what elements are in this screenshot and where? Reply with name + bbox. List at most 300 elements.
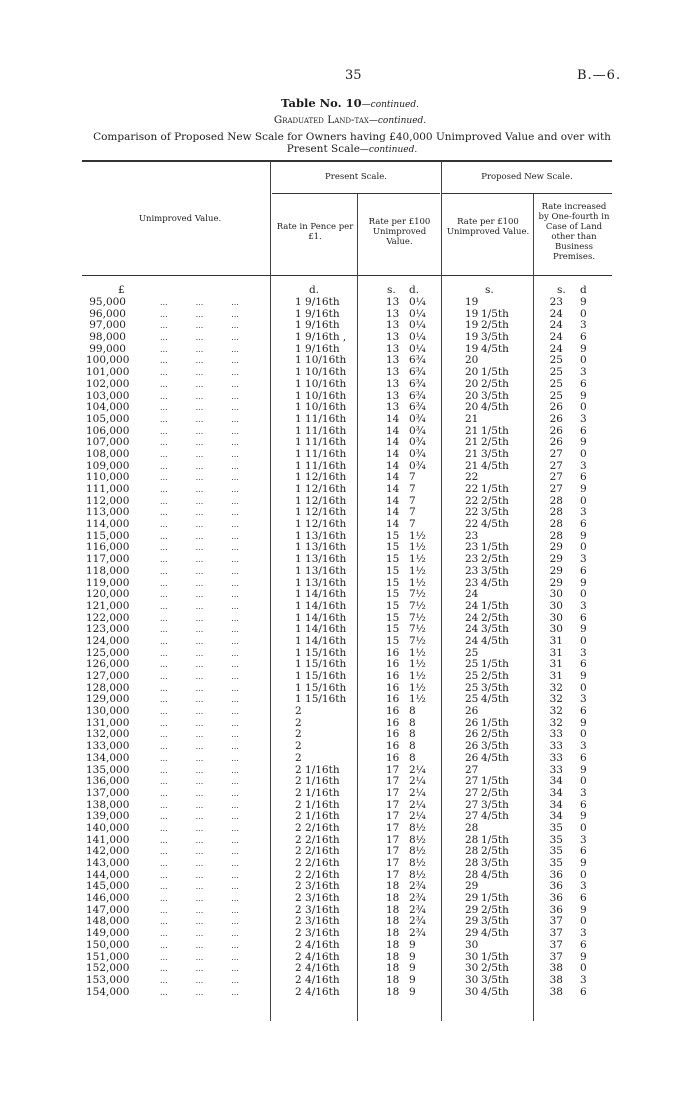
rate-in-pence-cell: 2: [295, 740, 302, 753]
proposed-fraction-cell: 4/5th: [481, 459, 509, 472]
rate-in-pence-cell: 1 12/16th: [295, 471, 347, 484]
increased-pence-cell: 3: [580, 599, 587, 612]
increased-shillings-cell: 27: [549, 459, 563, 472]
table-row: [0, 519, 700, 531]
rate-in-pence-cell: 2: [295, 705, 302, 718]
increased-shillings-cell: 29: [549, 564, 563, 577]
rate-in-pence-cell: 1 12/16th: [295, 494, 347, 507]
table-row: [0, 753, 700, 765]
header-unimproved-value: Unimproved Value.: [138, 214, 222, 224]
header-rate-in-pence: Rate in Pence per £1.: [276, 222, 354, 242]
proposed-shillings-cell: 21: [465, 436, 479, 449]
proposed-fraction-cell: 3/5th: [481, 447, 509, 460]
unimproved-value-cell: 138,000: [86, 798, 130, 811]
present-pence-cell: 8½: [409, 857, 426, 869]
proposed-fraction-cell: 1/5th: [481, 716, 509, 729]
unimproved-value-cell: 96,000: [89, 307, 126, 320]
unimproved-value-cell: 130,000: [86, 705, 130, 718]
leader-dots: ... ... ...: [160, 695, 239, 705]
rate-in-pence-cell: 2 4/16th: [295, 950, 340, 963]
leader-dots: ... ... ...: [160, 777, 239, 787]
increased-shillings-cell: 30: [549, 599, 563, 612]
present-shillings-cell: 13: [386, 296, 400, 308]
rate-in-pence-cell: 1 14/16th: [295, 611, 347, 624]
proposed-fraction-cell: 2/5th: [481, 553, 509, 566]
rate-in-pence-cell: 1 14/16th: [295, 623, 347, 636]
rate-in-pence-cell: 1 9/16th ,: [295, 331, 347, 344]
unimproved-value-cell: 152,000: [86, 962, 130, 975]
proposed-shillings-cell: 26: [465, 728, 479, 741]
proposed-fraction-cell: 3/5th: [481, 681, 509, 694]
leader-dots: ... ... ...: [160, 870, 239, 880]
leader-dots: ... ... ...: [160, 485, 239, 494]
present-pence-cell: 0¼: [409, 331, 426, 344]
present-pence-cell: 9: [409, 950, 416, 963]
proposed-fraction-cell: 2/5th: [481, 611, 509, 624]
present-pence-cell: 6¾: [409, 377, 426, 390]
proposed-shillings-cell: 28: [465, 857, 479, 869]
unimproved-value-cell: 102,000: [86, 377, 130, 390]
increased-pence-cell: 3: [580, 319, 587, 332]
increased-shillings-cell: 34: [549, 775, 563, 788]
table-row: [0, 858, 700, 870]
leader-dots: ... ... ...: [160, 788, 239, 798]
rate-in-pence-cell: 2 4/16th: [295, 938, 340, 951]
proposed-fraction-cell: 4/5th: [481, 927, 509, 940]
proposed-fraction-cell: 4/5th: [481, 342, 509, 355]
increased-shillings-cell: 31: [549, 646, 563, 659]
increased-shillings-cell: 33: [549, 728, 563, 741]
leader-dots: ... ... ...: [160, 449, 239, 459]
proposed-shillings-cell: 27: [465, 763, 479, 776]
present-pence-cell: 6¾: [409, 401, 426, 414]
proposed-shillings-cell: 25: [465, 693, 479, 706]
rate-in-pence-cell: 1 11/16th: [295, 424, 347, 437]
units-row: [0, 285, 700, 297]
unimproved-value-cell: 127,000: [86, 670, 130, 682]
rate-in-pence-cell: 2: [295, 728, 302, 741]
present-shillings-cell: 16: [386, 646, 400, 659]
present-pence-cell: 7: [409, 494, 416, 507]
present-shillings-cell: 16: [386, 716, 400, 729]
unimproved-value-cell: 149,000: [86, 927, 130, 940]
increased-shillings-cell: 25: [549, 377, 563, 390]
present-pence-cell: 8: [409, 716, 416, 729]
unimproved-value-cell: 115,000: [86, 529, 130, 542]
present-shillings-cell: 18: [386, 903, 400, 916]
increased-pence-cell: 9: [580, 576, 587, 589]
increased-pence-cell: 0: [580, 354, 587, 367]
present-pence-cell: 2¾: [409, 915, 426, 928]
proposed-shillings-cell: 24: [465, 599, 479, 612]
increased-pence-cell: 3: [580, 880, 587, 893]
increased-pence-cell: 6: [580, 705, 587, 718]
unit-proposed-s: s.: [485, 284, 494, 296]
unimproved-value-cell: 103,000: [86, 389, 130, 402]
increased-pence-cell: 0: [580, 775, 587, 788]
present-shillings-cell: 17: [386, 763, 400, 776]
increased-pence-cell: 0: [580, 915, 587, 928]
leader-dots: ... ... ...: [160, 730, 239, 740]
unimproved-value-cell: 145,000: [86, 880, 130, 893]
present-pence-cell: 2¼: [409, 798, 426, 811]
leader-dots: ... ... ...: [160, 461, 239, 471]
proposed-fraction-cell: 2/5th: [481, 903, 509, 916]
proposed-shillings-cell: 27: [465, 786, 479, 799]
rate-in-pence-cell: 2 3/16th: [295, 903, 340, 916]
increased-pence-cell: 3: [580, 927, 587, 940]
increased-shillings-cell: 24: [549, 319, 563, 332]
present-shillings-cell: 15: [386, 553, 400, 566]
present-pence-cell: 8: [409, 728, 416, 741]
proposed-shillings-cell: 25: [465, 646, 479, 659]
unimproved-value-cell: 150,000: [86, 938, 130, 951]
increased-pence-cell: 3: [580, 366, 587, 379]
increased-shillings-cell: 28: [549, 529, 563, 542]
unimproved-value-cell: 154,000: [86, 985, 130, 998]
increased-shillings-cell: 31: [549, 670, 563, 682]
leader-dots: ... ... ...: [160, 613, 239, 623]
present-shillings-cell: 18: [386, 973, 400, 986]
increased-pence-cell: 3: [580, 506, 587, 519]
proposed-shillings-cell: 19: [465, 319, 479, 332]
increased-pence-cell: 0: [580, 401, 587, 414]
increased-pence-cell: 3: [580, 646, 587, 659]
increased-shillings-cell: 23: [549, 296, 563, 308]
present-pence-cell: 6¾: [409, 389, 426, 402]
increased-shillings-cell: 30: [549, 611, 563, 624]
increased-shillings-cell: 32: [549, 693, 563, 706]
rate-in-pence-cell: 1 9/16th: [295, 319, 340, 332]
leader-dots: ... ... ...: [160, 356, 239, 366]
proposed-fraction-cell: 1/5th: [481, 775, 509, 788]
rate-in-pence-cell: 2 1/16th: [295, 798, 340, 811]
increased-shillings-cell: 27: [549, 447, 563, 460]
increased-pence-cell: 9: [580, 810, 587, 823]
increased-shillings-cell: 33: [549, 740, 563, 753]
present-pence-cell: 7: [409, 506, 416, 519]
proposed-fraction-cell: 1/5th: [481, 892, 509, 905]
present-shillings-cell: 18: [386, 892, 400, 905]
present-pence-cell: 2¼: [409, 775, 426, 788]
table-row: [0, 332, 700, 344]
leader-dots: ... ... ...: [160, 812, 239, 822]
present-shillings-cell: 13: [386, 319, 400, 332]
present-pence-cell: 1½: [409, 670, 426, 682]
leader-dots: ... ... ...: [160, 683, 239, 693]
leader-dots: ... ... ...: [160, 765, 239, 775]
proposed-fraction-cell: 2/5th: [481, 377, 509, 390]
present-shillings-cell: 18: [386, 962, 400, 975]
present-shillings-cell: 15: [386, 529, 400, 542]
present-pence-cell: 9: [409, 973, 416, 986]
subtitle-suffix: —continued.: [368, 116, 427, 126]
rate-in-pence-cell: 1 12/16th: [295, 483, 347, 495]
present-pence-cell: 7½: [409, 623, 426, 636]
increased-pence-cell: 9: [580, 389, 587, 402]
increased-pence-cell: 0: [580, 728, 587, 741]
rate-in-pence-cell: 1 15/16th: [295, 658, 347, 671]
increased-pence-cell: 6: [580, 424, 587, 437]
proposed-shillings-cell: 29: [465, 892, 479, 905]
increased-pence-cell: 6: [580, 377, 587, 390]
proposed-shillings-cell: 24: [465, 611, 479, 624]
present-shillings-cell: 13: [386, 366, 400, 379]
increased-pence-cell: 9: [580, 903, 587, 916]
increased-pence-cell: 6: [580, 518, 587, 531]
rate-in-pence-cell: 2 1/16th: [295, 775, 340, 788]
proposed-fraction-cell: 4/5th: [481, 751, 509, 764]
leader-dots: ... ... ...: [160, 718, 239, 728]
present-shillings-cell: 14: [386, 459, 400, 472]
proposed-fraction-cell: 1/5th: [481, 833, 509, 846]
proposed-fraction-cell: 3/5th: [481, 857, 509, 869]
present-pence-cell: 1½: [409, 541, 426, 554]
rate-in-pence-cell: 1 13/16th: [295, 541, 347, 554]
increased-pence-cell: 3: [580, 693, 587, 706]
proposed-shillings-cell: 20: [465, 401, 479, 414]
present-shillings-cell: 17: [386, 810, 400, 823]
present-pence-cell: 8: [409, 740, 416, 753]
increased-shillings-cell: 32: [549, 681, 563, 694]
rate-in-pence-cell: 2: [295, 751, 302, 764]
unimproved-value-cell: 101,000: [86, 366, 130, 379]
present-shillings-cell: 18: [386, 880, 400, 893]
present-pence-cell: 0¾: [409, 424, 426, 437]
present-pence-cell: 0¾: [409, 459, 426, 472]
unimproved-value-cell: 123,000: [86, 623, 130, 636]
table-row: [0, 987, 700, 999]
table-row: [0, 893, 700, 905]
present-pence-cell: 6¾: [409, 354, 426, 367]
increased-pence-cell: 6: [580, 751, 587, 764]
rate-in-pence-cell: 1 10/16th: [295, 366, 347, 379]
increased-pence-cell: 6: [580, 331, 587, 344]
leader-dots: ... ... ...: [160, 391, 239, 401]
proposed-fraction-cell: 1/5th: [481, 658, 509, 671]
proposed-fraction-cell: 4/5th: [481, 634, 509, 647]
leader-dots: ... ... ...: [160, 438, 239, 448]
leader-dots: ... ... ...: [160, 508, 239, 518]
present-pence-cell: 0¼: [409, 319, 426, 332]
proposed-shillings-cell: 26: [465, 740, 479, 753]
present-shillings-cell: 18: [386, 938, 400, 951]
leader-dots: ... ... ...: [160, 940, 239, 950]
increased-pence-cell: 9: [580, 670, 587, 682]
present-pence-cell: 0¼: [409, 307, 426, 320]
increased-shillings-cell: 24: [549, 307, 563, 320]
unimproved-value-cell: 99,000: [89, 342, 126, 355]
unimproved-value-cell: 95,000: [89, 296, 126, 308]
leader-dots: ... ... ...: [160, 905, 239, 915]
increased-pence-cell: 6: [580, 564, 587, 577]
increased-pence-cell: 0: [580, 494, 587, 507]
increased-shillings-cell: 25: [549, 354, 563, 367]
table-row: [0, 379, 700, 391]
unit-increased-s: s.: [557, 284, 566, 296]
increased-pence-cell: 0: [580, 447, 587, 460]
proposed-shillings-cell: 26: [465, 751, 479, 764]
leader-dots: ... ... ...: [160, 578, 239, 588]
proposed-shillings-cell: 21: [465, 412, 479, 425]
present-shillings-cell: 13: [386, 389, 400, 402]
table-row: [0, 940, 700, 952]
leader-dots: ... ... ...: [160, 403, 239, 413]
present-scale-rule: [272, 193, 440, 194]
rate-in-pence-cell: 1 9/16th: [295, 296, 340, 308]
increased-shillings-cell: 36: [549, 892, 563, 905]
proposed-shillings-cell: 25: [465, 670, 479, 682]
unimproved-value-cell: 125,000: [86, 646, 130, 659]
proposed-fraction-cell: 2/5th: [481, 786, 509, 799]
unimproved-value-cell: 126,000: [86, 658, 130, 671]
rate-in-pence-cell: 2 3/16th: [295, 892, 340, 905]
rate-in-pence-cell: 2 3/16th: [295, 880, 340, 893]
leader-dots: ... ... ...: [160, 987, 239, 997]
present-shillings-cell: 13: [386, 307, 400, 320]
leader-dots: ... ... ...: [160, 707, 239, 717]
present-pence-cell: 7: [409, 483, 416, 495]
unimproved-value-cell: 143,000: [86, 857, 130, 869]
present-shillings-cell: 13: [386, 342, 400, 355]
unimproved-value-cell: 120,000: [86, 588, 130, 601]
present-pence-cell: 7: [409, 518, 416, 531]
unit-increased-d: d: [580, 284, 587, 296]
proposed-fraction-cell: 2/5th: [481, 670, 509, 682]
table-row: [0, 601, 700, 613]
proposed-fraction-cell: 3/5th: [481, 623, 509, 636]
present-pence-cell: 1½: [409, 658, 426, 671]
proposed-shillings-cell: 30: [465, 938, 479, 951]
present-pence-cell: 2¾: [409, 927, 426, 940]
unimproved-value-cell: 134,000: [86, 751, 130, 764]
present-pence-cell: 8½: [409, 833, 426, 846]
leader-dots: ... ... ...: [160, 753, 239, 763]
present-pence-cell: 0¾: [409, 436, 426, 449]
unimproved-value-cell: 144,000: [86, 868, 130, 881]
rate-in-pence-cell: 2 4/16th: [295, 973, 340, 986]
increased-shillings-cell: 35: [549, 833, 563, 846]
unimproved-value-cell: 135,000: [86, 763, 130, 776]
leader-dots: ... ... ...: [160, 882, 239, 892]
present-shillings-cell: 17: [386, 868, 400, 881]
proposed-shillings-cell: 22: [465, 483, 479, 495]
present-shillings-cell: 16: [386, 751, 400, 764]
rate-in-pence-cell: 1 11/16th: [295, 447, 347, 460]
proposed-fraction-cell: 3/5th: [481, 798, 509, 811]
present-shillings-cell: 16: [386, 728, 400, 741]
increased-pence-cell: 9: [580, 296, 587, 308]
increased-pence-cell: 3: [580, 973, 587, 986]
proposed-fraction-cell: 1/5th: [481, 307, 509, 320]
present-shillings-cell: 17: [386, 833, 400, 846]
increased-shillings-cell: 34: [549, 798, 563, 811]
unimproved-value-cell: 141,000: [86, 833, 130, 846]
present-shillings-cell: 17: [386, 798, 400, 811]
header-rate-increased: Rate increased by One-fourth in Case of Land other than Business Premises.: [538, 202, 610, 262]
unimproved-value-cell: 147,000: [86, 903, 130, 916]
leader-dots: ... ... ...: [160, 590, 239, 600]
rate-in-pence-cell: 2 3/16th: [295, 927, 340, 940]
increased-pence-cell: 6: [580, 658, 587, 671]
increased-pence-cell: 6: [580, 845, 587, 858]
present-shillings-cell: 16: [386, 670, 400, 682]
unimproved-value-cell: 140,000: [86, 821, 130, 834]
increased-shillings-cell: 38: [549, 973, 563, 986]
proposed-shillings-cell: 23: [465, 553, 479, 566]
present-shillings-cell: 18: [386, 950, 400, 963]
header-present-scale: Present Scale.: [325, 172, 387, 182]
present-pence-cell: 0¼: [409, 342, 426, 355]
present-shillings-cell: 15: [386, 623, 400, 636]
unimproved-value-cell: 133,000: [86, 740, 130, 753]
present-shillings-cell: 13: [386, 331, 400, 344]
rate-in-pence-cell: 1 13/16th: [295, 529, 347, 542]
header-rate-per-100-present: Rate per £100 Unimproved Value.: [368, 217, 431, 247]
increased-shillings-cell: 32: [549, 705, 563, 718]
increased-pence-cell: 6: [580, 798, 587, 811]
unimproved-value-cell: 114,000: [86, 518, 130, 531]
rate-in-pence-cell: 1 14/16th: [295, 599, 347, 612]
proposed-shillings-cell: 28: [465, 833, 479, 846]
rate-in-pence-cell: 2 2/16th: [295, 833, 340, 846]
rate-in-pence-cell: 1 9/16th: [295, 307, 340, 320]
present-pence-cell: 1½: [409, 564, 426, 577]
rate-in-pence-cell: 1 12/16th: [295, 518, 347, 531]
leader-dots: ... ... ...: [160, 917, 239, 927]
increased-pence-cell: 9: [580, 763, 587, 776]
rate-in-pence-cell: 2: [295, 716, 302, 729]
present-shillings-cell: 15: [386, 588, 400, 601]
unimproved-value-cell: 97,000: [89, 319, 126, 332]
increased-shillings-cell: 37: [549, 938, 563, 951]
rate-in-pence-cell: 1 11/16th: [295, 436, 347, 449]
proposed-fraction-cell: 3/5th: [481, 506, 509, 519]
leader-dots: ... ... ...: [160, 414, 239, 424]
rate-in-pence-cell: 1 14/16th: [295, 588, 347, 601]
increased-shillings-cell: 37: [549, 950, 563, 963]
increased-shillings-cell: 26: [549, 436, 563, 449]
increased-pence-cell: 0: [580, 541, 587, 554]
rate-in-pence-cell: 2 2/16th: [295, 821, 340, 834]
proposed-fraction-cell: 2/5th: [481, 728, 509, 741]
present-shillings-cell: 13: [386, 354, 400, 367]
increased-pence-cell: 9: [580, 342, 587, 355]
proposed-shillings-cell: 30: [465, 950, 479, 963]
table-row: [0, 636, 700, 648]
table-row: [0, 449, 700, 461]
increased-shillings-cell: 31: [549, 658, 563, 671]
table-title-suffix: —continued.: [361, 100, 419, 110]
increased-pence-cell: 6: [580, 471, 587, 484]
present-shillings-cell: 14: [386, 506, 400, 519]
present-shillings-cell: 17: [386, 775, 400, 788]
increased-pence-cell: 0: [580, 962, 587, 975]
unimproved-value-cell: 106,000: [86, 424, 130, 437]
leader-dots: ... ... ...: [160, 636, 239, 646]
present-shillings-cell: 18: [386, 915, 400, 928]
proposed-shillings-cell: 24: [465, 623, 479, 636]
unimproved-value-cell: 110,000: [86, 471, 130, 484]
leader-dots: ... ... ...: [160, 660, 239, 670]
increased-pence-cell: 0: [580, 868, 587, 881]
present-shillings-cell: 14: [386, 483, 400, 495]
rate-in-pence-cell: 2 3/16th: [295, 915, 340, 928]
table-row: [0, 484, 700, 496]
document-reference: B.—6.: [577, 68, 622, 83]
unimproved-value-cell: 132,000: [86, 728, 130, 741]
table-row: [0, 671, 700, 683]
